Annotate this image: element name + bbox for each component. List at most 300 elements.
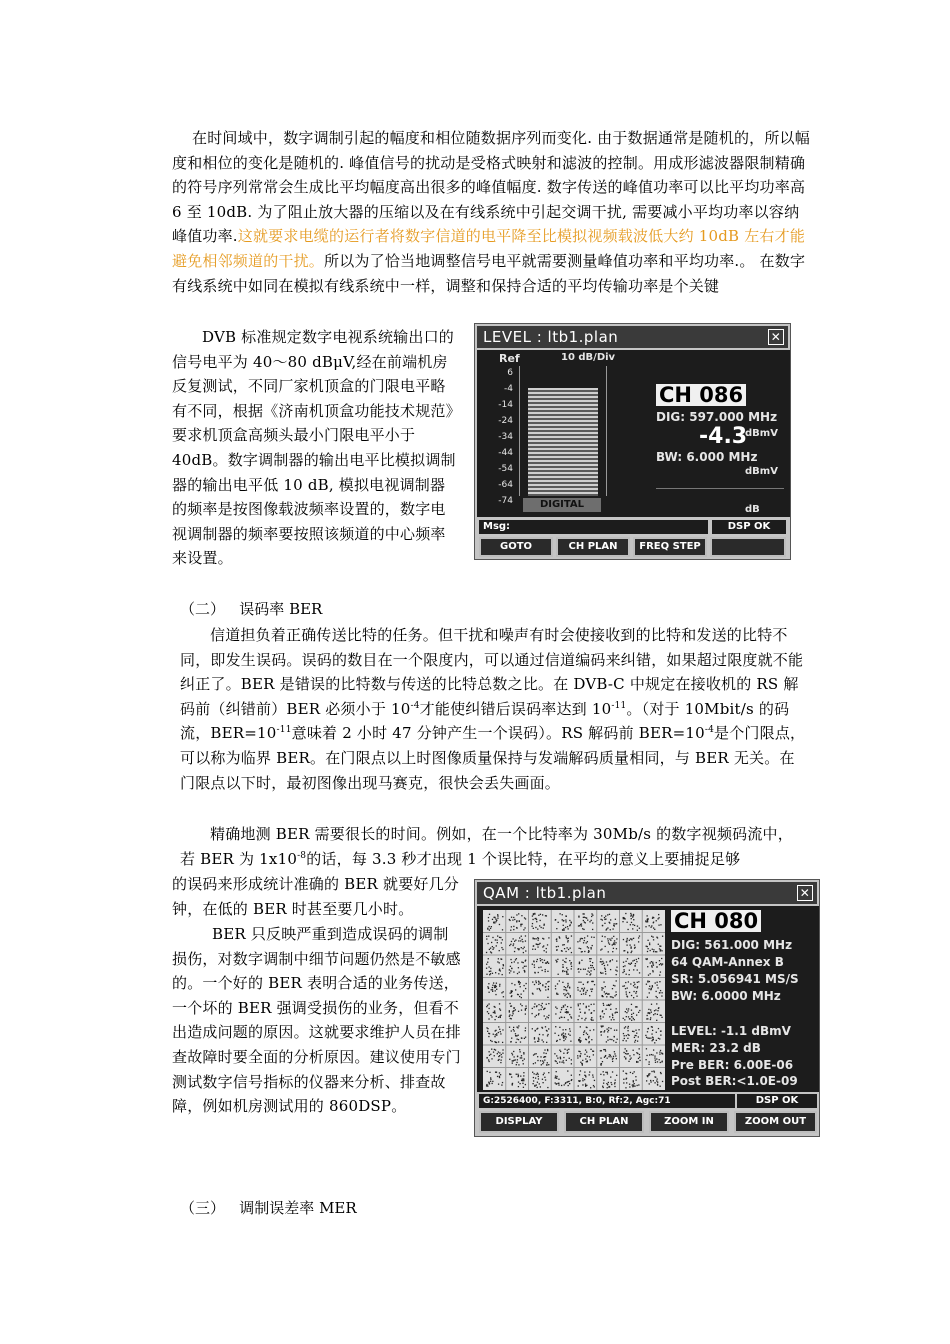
constellation-point	[600, 1031, 601, 1032]
constellation-point	[613, 1056, 614, 1057]
constellation-point	[502, 1029, 503, 1030]
constellation-point	[565, 962, 566, 963]
constellation-point	[630, 983, 631, 984]
constellation-point	[602, 925, 603, 926]
constellation-point	[587, 990, 588, 991]
constellation-point	[511, 996, 512, 997]
constellation-point	[546, 1030, 547, 1031]
constellation-point	[658, 1038, 659, 1039]
constellation-point	[534, 1038, 535, 1039]
constellation-point	[518, 967, 519, 968]
constellation-point	[538, 1040, 539, 1041]
constellation-point	[616, 980, 617, 981]
constellation-point	[538, 1014, 539, 1015]
constellation-point	[540, 1086, 541, 1087]
paragraph-ber: 信道担负着正确传送比特的任务。但干扰和噪声有时会使接收到的比特和发送的比特不同，即发生误码。误码的数目在一个限度内，可以通过信道编码来纠错，如果超过限度就不能纠正了。BER 是错误的比特数与传送的比特总数之比。在 DVB-C 中规定在接收机的 RS 解码前（纠错前）BER 必须小于 $10^{-4}$才能使纠错后误码率达到 $10^{-11}$。（对于 10Mbit/s 的码流，$BER=10^{-11}$意味着 2 小时 47 分钟产生一个误码）。RS 解码前 $BER=10^{-4}$是个门限点，可以称为临界 BER。在门限点以上时图像质量保持与发端解码质量相同，与 BER 无关。在门限点以下时，最初图像出现马赛克，很快会丢失画面。	[180, 626, 806, 792]
constellation-point	[634, 1071, 635, 1072]
freq-step-button[interactable]: FREQ STEP	[633, 537, 707, 557]
constellation-point	[559, 1050, 560, 1051]
constellation-point	[563, 930, 564, 931]
qam-screenshot	[474, 879, 820, 1137]
constellation-point	[491, 1058, 492, 1059]
constellation-point	[606, 1041, 607, 1042]
constellation-point	[625, 1011, 626, 1012]
constellation-point	[651, 1004, 652, 1005]
constellation-point	[490, 1040, 491, 1041]
constellation-point	[622, 921, 623, 922]
constellation-point	[501, 1056, 502, 1057]
constellation-point	[634, 1041, 635, 1042]
constellation-point	[639, 1010, 640, 1011]
constellation-point	[650, 1019, 651, 1020]
constellation-point	[612, 959, 613, 960]
constellation-point	[583, 942, 584, 943]
constellation-point	[509, 945, 510, 946]
constellation-point	[615, 919, 616, 920]
constellation-point	[592, 1020, 593, 1021]
constellation-point	[639, 1060, 640, 1061]
constellation-point	[565, 987, 566, 988]
constellation-point	[524, 917, 525, 918]
constellation-point	[623, 1033, 624, 1034]
constellation-point	[486, 936, 487, 937]
constellation-point	[535, 949, 536, 950]
constellation-point	[492, 937, 493, 938]
constellation-point	[593, 1076, 594, 1077]
constellation-point	[509, 1011, 510, 1012]
close-icon[interactable]: ✕	[797, 885, 813, 901]
constellation-point	[588, 1036, 589, 1037]
constellation-point	[582, 1080, 583, 1081]
constellation-point	[581, 1018, 582, 1019]
constellation-point	[486, 1085, 487, 1086]
zoom-in-button[interactable]: ZOOM IN	[649, 1111, 729, 1133]
constellation-point	[560, 1057, 561, 1058]
constellation-point	[613, 923, 614, 924]
constellation-point	[495, 987, 496, 988]
constellation-point	[565, 1004, 566, 1005]
constellation-point	[497, 914, 498, 915]
constellation-point	[636, 961, 637, 962]
constellation-point	[510, 970, 511, 971]
level-display	[477, 350, 790, 517]
constellation-point	[488, 1013, 489, 1014]
constellation-point	[578, 1085, 579, 1086]
para1-highlight: 这就要求电缆的运行者将数字信道的电平降至比模拟视频载波低大约 10dB 左右才能避免相邻频道的干扰。	[172, 227, 806, 270]
constellation-point	[571, 1059, 572, 1060]
constellation-point	[587, 970, 588, 971]
constellation-point	[653, 922, 654, 923]
constellation-point	[536, 919, 537, 920]
constellation-point	[626, 994, 627, 995]
constellation-point	[591, 1017, 592, 1018]
constellation-point	[532, 949, 533, 950]
constellation-point	[626, 1082, 627, 1083]
constellation-point	[525, 1084, 526, 1085]
constellation-point	[606, 996, 607, 997]
constellation-point	[608, 1005, 609, 1006]
constellation-point	[655, 1009, 656, 1010]
goto-button[interactable]: GOTO	[479, 537, 553, 557]
constellation-point	[545, 915, 546, 916]
constellation-point	[654, 1071, 655, 1072]
constellation-point	[539, 1034, 540, 1035]
constellation-point	[565, 1029, 566, 1030]
constellation-point	[516, 958, 517, 959]
constellation-point	[651, 925, 652, 926]
constellation-point	[569, 1014, 570, 1015]
constellation-point	[589, 921, 590, 922]
constellation-point	[571, 968, 572, 969]
constellation-point	[536, 961, 537, 962]
constellation-point	[503, 991, 504, 992]
constellation-point	[535, 927, 536, 928]
constellation-point	[605, 916, 606, 917]
constellation-point	[632, 1073, 633, 1074]
constellation-point	[628, 1035, 629, 1036]
constellation-point	[535, 1030, 536, 1031]
constellation-point	[565, 919, 566, 920]
constellation-point	[514, 984, 515, 985]
constellation-point	[638, 1058, 639, 1059]
constellation-point	[661, 992, 662, 993]
constellation-point	[525, 1005, 526, 1006]
constellation-point	[608, 951, 609, 952]
constellation-point	[633, 1013, 634, 1014]
constellation-point	[521, 997, 522, 998]
constellation-point	[626, 974, 627, 975]
constellation-point	[607, 1087, 608, 1088]
blank-button[interactable]	[710, 537, 786, 557]
constellation-point	[591, 948, 592, 949]
constellation-point	[492, 919, 493, 920]
constellation-point	[580, 1070, 581, 1071]
constellation-point	[548, 937, 549, 938]
constellation-point	[616, 948, 617, 949]
constellation-point	[539, 989, 540, 990]
constellation-point	[583, 969, 584, 970]
constellation-point	[624, 1027, 625, 1028]
constellation-point	[518, 1025, 519, 1026]
constellation-point	[657, 918, 658, 919]
constellation-point	[635, 993, 636, 994]
constellation-point	[533, 945, 534, 946]
constellation-point	[494, 1041, 495, 1042]
constellation-point	[521, 924, 522, 925]
constellation-point	[499, 984, 500, 985]
constellation-point	[524, 970, 525, 971]
constellation-point	[590, 1059, 591, 1060]
constellation-point	[610, 996, 611, 997]
constellation-point	[511, 983, 512, 984]
constellation-point	[523, 1072, 524, 1073]
ch-plan-button[interactable]: CH PLAN	[564, 1111, 644, 1133]
constellation-point	[629, 1086, 630, 1087]
constellation-point	[495, 990, 496, 991]
constellation-point	[626, 1016, 627, 1017]
constellation-point	[580, 969, 581, 970]
constellation-point	[602, 1061, 603, 1062]
constellation-point	[607, 1031, 608, 1032]
constellation-point	[659, 981, 660, 982]
constellation-point	[586, 1085, 587, 1086]
constellation-point	[559, 913, 560, 914]
constellation-point	[563, 925, 564, 926]
constellation-point	[563, 1032, 564, 1033]
constellation-point	[567, 941, 568, 942]
constellation-point	[633, 969, 634, 970]
constellation-point	[546, 963, 547, 964]
constellation-point	[540, 983, 541, 984]
constellation-point	[492, 1081, 493, 1082]
constellation-point	[614, 940, 615, 941]
constellation-point	[611, 996, 612, 997]
constellation-point	[660, 1050, 661, 1051]
constellation-point	[538, 1039, 539, 1040]
constellation-point	[661, 1017, 662, 1018]
constellation-point	[490, 1054, 491, 1055]
constellation-point	[622, 986, 623, 987]
constellation-point	[633, 1018, 634, 1019]
constellation-point	[581, 923, 582, 924]
constellation-point	[609, 1016, 610, 1017]
constellation-point	[655, 991, 656, 992]
constellation-point	[517, 1056, 518, 1057]
constellation-point	[554, 1033, 555, 1034]
constellation-point	[653, 965, 654, 966]
constellation-point	[600, 1018, 601, 1019]
constellation-point	[637, 982, 638, 983]
constellation-point	[502, 1053, 503, 1054]
constellation-point	[613, 944, 614, 945]
constellation-point	[594, 1080, 595, 1081]
constellation-point	[566, 971, 567, 972]
constellation-point	[578, 925, 579, 926]
constellation-point	[491, 952, 492, 953]
zoom-out-button[interactable]: ZOOM OUT	[734, 1111, 817, 1133]
constellation-point	[605, 918, 606, 919]
constellation-point	[592, 915, 593, 916]
constellation-point	[559, 1018, 560, 1019]
constellation-point	[494, 1019, 495, 1020]
qam-stat-line: Post BER:<1.0E-09	[671, 1074, 798, 1088]
constellation-point	[560, 1012, 561, 1013]
tick-label: -44	[498, 448, 513, 458]
constellation-point	[584, 1079, 585, 1080]
constellation-point	[521, 1009, 522, 1010]
constellation-point	[655, 1013, 656, 1014]
constellation-point	[606, 1005, 607, 1006]
constellation-point	[493, 1012, 494, 1013]
constellation-point	[594, 969, 595, 970]
constellation-point	[577, 1055, 578, 1056]
constellation-point	[650, 962, 651, 963]
constellation-point	[525, 950, 526, 951]
constellation-point	[558, 1079, 559, 1080]
constellation-point	[583, 929, 584, 930]
constellation-point	[614, 1030, 615, 1031]
constellation-point	[584, 1054, 585, 1055]
level-bar-graph	[519, 366, 607, 496]
constellation-point	[561, 1009, 562, 1010]
constellation-point	[515, 1042, 516, 1043]
constellation-point	[488, 936, 489, 937]
constellation-point	[605, 971, 606, 972]
constellation-point	[601, 973, 602, 974]
constellation-point	[500, 1033, 501, 1034]
constellation-point	[509, 1014, 510, 1015]
constellation-point	[543, 1052, 544, 1053]
constellation-point	[624, 1038, 625, 1039]
qam-stat-line: Pre BER: 6.00E-06	[671, 1058, 794, 1072]
constellation-point	[614, 1053, 615, 1054]
constellation-point	[586, 1027, 587, 1028]
constellation-point	[497, 942, 498, 943]
constellation-point	[605, 1049, 606, 1050]
constellation-point	[571, 1075, 572, 1076]
constellation-point	[509, 1010, 510, 1011]
constellation-point	[654, 1042, 655, 1043]
constellation-point	[534, 1006, 535, 1007]
constellation-point	[540, 960, 541, 961]
constellation-point	[593, 1085, 594, 1086]
constellation-point	[584, 1071, 585, 1072]
constellation-point	[636, 1061, 637, 1062]
constellation-point	[519, 1049, 520, 1050]
constellation-point	[615, 942, 616, 943]
constellation-point	[649, 992, 650, 993]
constellation-point	[612, 997, 613, 998]
ch-plan-button[interactable]: CH PLAN	[556, 537, 630, 557]
constellation-point	[631, 1016, 632, 1017]
constellation-point	[502, 916, 503, 917]
constellation-point	[487, 928, 488, 929]
constellation-point	[570, 995, 571, 996]
constellation-point	[589, 972, 590, 973]
constellation-point	[589, 958, 590, 959]
constellation-point	[515, 1059, 516, 1060]
constellation-point	[578, 971, 579, 972]
constellation-point	[558, 1035, 559, 1036]
constellation-point	[563, 989, 564, 990]
constellation-point	[563, 993, 564, 994]
constellation-point	[592, 929, 593, 930]
constellation-point	[580, 1056, 581, 1057]
constellation-point	[652, 936, 653, 937]
constellation-point	[487, 1011, 488, 1012]
constellation-point	[609, 1039, 610, 1040]
constellation-point	[585, 1039, 586, 1040]
constellation-point	[601, 987, 602, 988]
constellation-point	[578, 1005, 579, 1006]
constellation-point	[630, 1059, 631, 1060]
constellation-point	[563, 1036, 564, 1037]
constellation-point	[633, 985, 634, 986]
constellation-point	[535, 980, 536, 981]
constellation-point	[610, 1009, 611, 1010]
constellation-point	[662, 1053, 663, 1054]
close-icon[interactable]: ✕	[768, 329, 784, 345]
constellation-point	[492, 989, 493, 990]
constellation-point	[537, 929, 538, 930]
constellation-point	[589, 995, 590, 996]
para1-text-a: 在时间域中，数字调制引起的幅度和相位随数据序列而变化. 由于数据通常是随机的，所以幅度和相位的变化是随机的. 峰值信号的扰动是受格式映射和滤波的控制。用成形滤波器限制精确的符号序列常常会生成比平均幅度高出很多的峰值幅度. 数字传送的峰值功率可以比平均功率高 6 至 10dB. 为了阻止放大器的压缩以及在有线系统中引起交调干扰, 需要减小平均功率以容纳峰值功率.	[172, 129, 810, 246]
constellation-point	[520, 940, 521, 941]
para2-text: DVB 标准规定数字电视系统输出口的信号电平为 40～80 dBμV,经在前端机房反复测试，不同厂家机顶盒的门限电平略有不同，根据《济南机顶盒功能技术规范》要求机顶盒高频头最小门限电平小于 40dB。数字调制器的输出电平比模拟调制器的输出电平低 10 dB, 模拟电视调制器的频率是按图像载波频率设置的，数字电视调制器的频率要按照该频道的中心频率来设置。	[172, 328, 456, 568]
constellation-point	[636, 996, 637, 997]
constellation-point	[502, 974, 503, 975]
constellation-point	[582, 1060, 583, 1061]
constellation-point	[514, 919, 515, 920]
constellation-point	[518, 1011, 519, 1012]
constellation-point	[638, 941, 639, 942]
constellation-point	[556, 941, 557, 942]
constellation-point	[647, 1076, 648, 1077]
constellation-point	[601, 941, 602, 942]
constellation-point	[533, 1073, 534, 1074]
constellation-point	[633, 991, 634, 992]
constellation-point	[660, 1086, 661, 1087]
constellation-point	[503, 996, 504, 997]
constellation-point	[633, 1031, 634, 1032]
constellation-point	[511, 917, 512, 918]
display-button[interactable]: DISPLAY	[479, 1111, 559, 1133]
constellation-point	[538, 1037, 539, 1038]
constellation-point	[511, 962, 512, 963]
constellation-point	[569, 1083, 570, 1084]
constellation-point	[496, 945, 497, 946]
constellation-point	[523, 1063, 524, 1064]
constellation-point	[566, 1036, 567, 1037]
constellation-point	[659, 974, 660, 975]
constellation-point	[492, 973, 493, 974]
constellation-point	[661, 995, 662, 996]
constellation-point	[542, 938, 543, 939]
constellation-point	[594, 984, 595, 985]
constellation-point	[519, 1051, 520, 1052]
constellation-point	[646, 1055, 647, 1056]
constellation-point	[577, 989, 578, 990]
constellation-point	[612, 1014, 613, 1015]
constellation-point	[656, 1003, 657, 1004]
constellation-point	[624, 985, 625, 986]
constellation-point	[559, 1027, 560, 1028]
constellation-point	[510, 966, 511, 967]
constellation-point	[548, 963, 549, 964]
constellation-point	[493, 1051, 494, 1052]
constellation-point	[514, 941, 515, 942]
constellation-point	[565, 958, 566, 959]
constellation-point	[548, 1015, 549, 1016]
constellation-point	[623, 939, 624, 940]
constellation-point	[561, 1062, 562, 1063]
constellation-point	[564, 1084, 565, 1085]
constellation-point	[565, 1033, 566, 1034]
constellation-point	[630, 924, 631, 925]
constellation-point	[486, 938, 487, 939]
constellation-point	[536, 1074, 537, 1075]
constellation-point	[646, 959, 647, 960]
constellation-point	[594, 1086, 595, 1087]
constellation-point	[511, 1005, 512, 1006]
constellation-point	[613, 948, 614, 949]
constellation-point	[615, 1055, 616, 1056]
constellation-point	[601, 961, 602, 962]
constellation-point	[626, 991, 627, 992]
constellation-point	[588, 951, 589, 952]
constellation-point	[520, 925, 521, 926]
constellation-point	[563, 1053, 564, 1054]
